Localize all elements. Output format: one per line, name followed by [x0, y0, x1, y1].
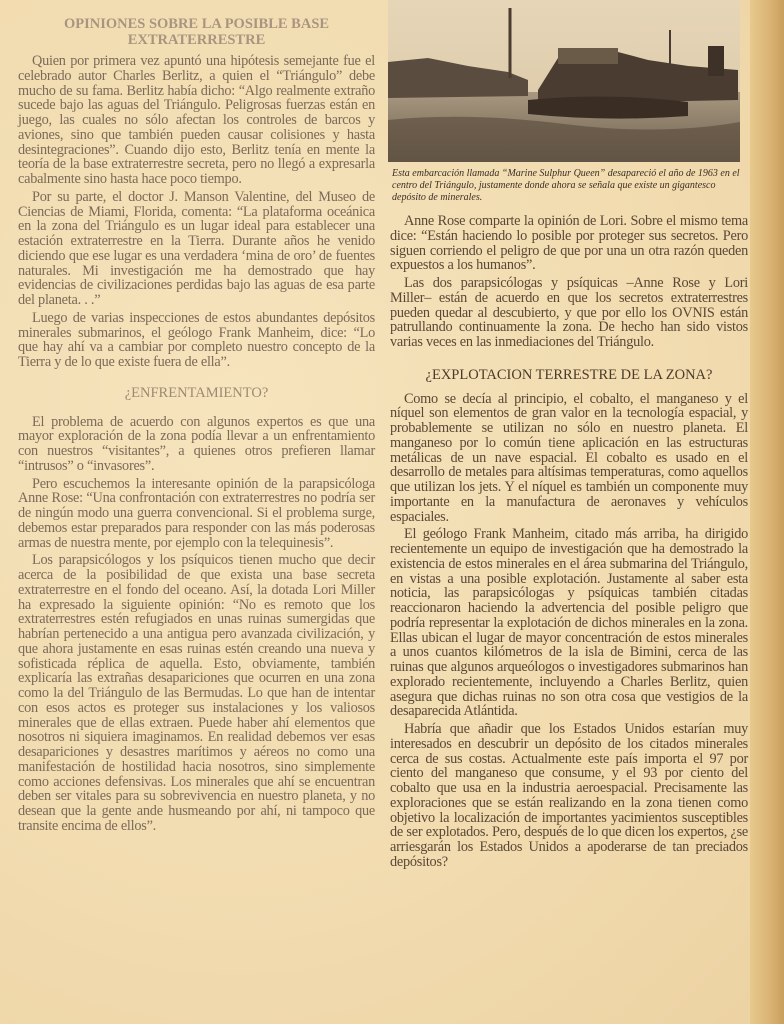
paragraph: Quien por primera vez apuntó una hipótesis semejante fue el celebrado autor Charles Berlitz, a quien el “Triángulo” debe mucho de su fama. Berlitz había dicho: “Algo realmente extraño sucede bajo las aguas del Triángulo. Peligrosas fuerzas están en juego, las cuales no sólo afectan los controles de barcos y aviones, sino que también pueden causar colisiones y hasta desintegraciones”. Cuando dijo esto, Berlitz tenía en mente la teoría de la base extraterrestre secreta, pero no llegó a expresarla cabalmente sino hasta hace poco tiempo. — [18, 53, 375, 187]
paragraph: Por su parte, el doctor J. Manson Valentine, del Museo de Ciencias de Miami, Florida, comenta: “La plataforma oceánica en la zona del Triángulo es un lugar ideal para establecer una estación extraterrestre en la Tierra. Durante años he venido diciendo que ese lugar es una verdadera ‘mina de oro’ de fuentes naturales. Mi investigación me ha demostrado que hay evidencias de civilizaciones perdidas bajo las aguas de esa parte del planeta. . .” — [18, 188, 375, 308]
paragraph: El geólogo Frank Manheim, citado más arriba, ha dirigido recientemente un equipo de investigación que ha demostrado la existencia de estos minerales en el área submarina del Triángulo, en vistas a una posible explotación. Justamente al saber esta noticia, las parapsicólogas y psíquicas también citadas reaccionaron haciendo la advertencia del posible peligro que podría representar la explotación de dichos minerales en la zona. Ellas ubican el lugar de mayor concentración de estos minerales a unos cuantos kilómetros de la isla de Bimini, cerca de las ruinas que algunos arqueólogos o investigadores submarinos han explorado recientemente, incluyendo a Charles Berlitz, quien asegura que dichas ruinas no son otra cosa que vestigios de la desaparecida Atlántida. — [390, 526, 748, 720]
paragraph: Habría que añadir que los Estados Unidos estarían muy interesados en descubrir un depósito de los citados minerales cerca de sus costas. Actualmente este país importa el 97 por ciento del manganeso que consume, y el 93 por ciento del cobalto que usa en la industria aeroespacial. Precisamente las exploraciones que se están realizando en la zona tienen como objetivo la localización de importantes yacimientos susceptibles de ser explotados. Pero, después de lo que dicen los expertos, ¿se arriesgarán los Estados Unidos a apoderarse de tan preciados depósitos? — [390, 721, 748, 870]
article-title: OPINIONES SOBRE LA POSIBLE BASE EXTRATERRESTRE — [63, 16, 330, 48]
paragraph: Los parapsicólogos y los psíquicos tienen mucho que decir acerca de la posibilidad de que exista una base secreta extraterrestre en el fondo del oceano. Así, la dotada Lori Miller ha expresado la siguiente opinión: “No es remoto que los extraterrestres estén refugiados en unas ruinas sumergidas que habrían pertenecido a una antigua pero avanzada civilización, y que ahora justamente en esas ruinas estén creando una nueva y sofisticada réplica de aquella. Esto, obviamente, también explicaría las extrañas desapariciones que ocurren en una zona como la del Triángulo de las Bermudas. Lo que han de intentar con esos actos es proteger sus instalaciones y los valiosos minerales que de ellas extraen. Puede haber ahí elementos que nosotros ni siquiera imaginamos. En realidad debemos ver esas desapariciones y desastres marítimos y aéreos no como una manifestación de hostilidad hacia nosotros, sino simplemente como acciones defensivas. Los minerales que ahí se encuentran deben ser vitales para su sobrevivencia en nuestro planeta, y no desean que la gente ande husmeando por ahí, ni tampoco que transite encima de ellos”. — [18, 552, 375, 834]
page-fold-edge — [750, 0, 784, 1024]
paragraph: Como se decía al principio, el cobalto, el manganeso y el níquel son elementos de gran valor en la tecnología espacial, y probablemente se utilizan no sólo en nuestro planeta. El manganeso por lo común tiene aplicación en las estructuras metálicas de un nave espacial. El cobalto es usado en el desarrollo de metales para altísimas temperaturas, como aquellos que utilizan los jets. Y el níquel es también un componente muy importante en la manufactura de aeronaves y vehículos espaciales. — [390, 390, 748, 525]
subheading-explotacion: ¿EXPLOTACION TERRESTRE DE LA ZONA? — [425, 366, 713, 383]
paragraph: Anne Rose comparte la opinión de Lori. Sobre el mismo tema dice: “Están haciendo lo posible por proteger sus secretos. Pero siguen corriendo el peligro de que por una un otra razón queden expuestos a los humanos”. — [390, 213, 748, 274]
right-column — [390, 0, 748, 873]
left-column — [18, 16, 375, 837]
photo-caption: Esta embarcación llamada “Marine Sulphur Queen” desapareció el año de 1963 en el centro del Triángulo, justamente donde ahora se señala que existe un gigantesco depósito de minerales. — [392, 168, 740, 203]
ship-photo — [388, 0, 740, 162]
paragraph: Las dos parapsicólogas y psíquicas –Anne Rose y Lori Miller– están de acuerdo en que los secretos extraterrestres pueden quedar al descubierto, y que por ello los OVNIS están patrullando continuamente la zona. De hecho han sido vistos varias veces en las inmediaciones del Triángulo. — [390, 275, 748, 350]
paragraph: Pero escuchemos la interesante opinión de la parapsicóloga Anne Rose: “Una confrontación con extraterrestres no podría ser de ningún modo una guerra convencional. Si el problema surge, debemos estar preparados para responder con las más poderosas armas de nuestra mente, por ejemplo con la telequinesis”. — [18, 475, 375, 551]
subheading-enfrentamiento: ¿ENFRENTAMIENTO? — [124, 384, 269, 401]
paragraph: El problema de acuerdo con algunos expertos es que una mayor exploración de la zona podía llevar a un enfrentamiento con nuestros “visitantes”, a quienes otros prefieren llamar “intrusos” o “invasores”. — [18, 413, 375, 474]
paragraph: Luego de varias inspecciones de estos abundantes depósitos minerales submarinos, el geólogo Frank Manheim, dice: “Lo que hay ahí va a cambiar por completo nuestro concepto de la Tierra y de lo que existe fuera de ella”. — [18, 309, 375, 370]
